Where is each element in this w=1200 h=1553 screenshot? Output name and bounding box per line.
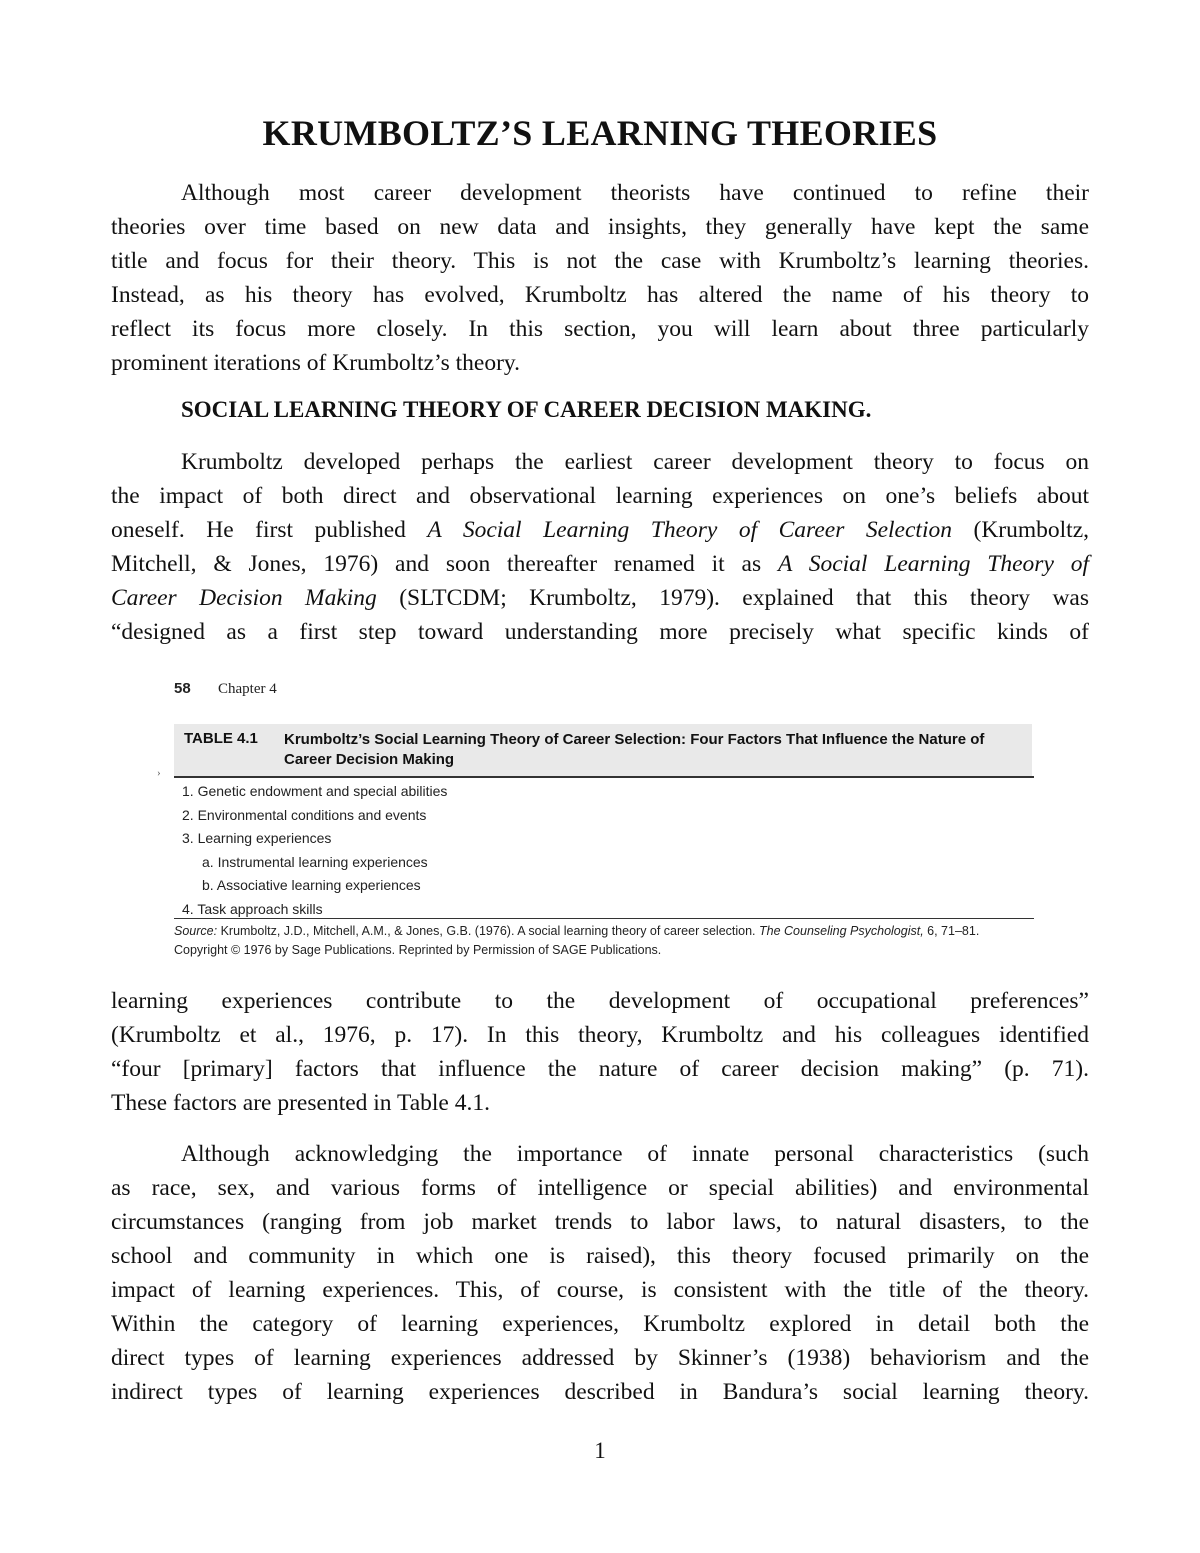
text-line: impact of learning experiences. This, of course, is consistent with the title of the theory. [111, 1277, 1089, 1303]
list-item: 4. Task approach skills [182, 900, 323, 917]
text-line: Within the category of learning experiences, Krumboltz explored in detail both the [111, 1311, 1089, 1337]
intro-paragraph [111, 176, 1089, 380]
source-rest: 6, 71–81. Copyright © 1976 by Sage Publications. Reprinted by Permission of SAGE Publications. [174, 924, 980, 957]
text-line: learning experiences contribute to the development of occupational preferences” [111, 988, 1089, 1014]
text-line: “four [primary] factors that influence the nature of career decision making” (p. 71). [111, 1056, 1089, 1082]
book-title-italic: A Social Learning Theory of Career Selection [427, 517, 952, 543]
section-heading: SOCIAL LEARNING THEORY OF CAREER DECISION MAKING. [181, 397, 872, 422]
text-line: (Krumboltz et al., 1976, p. 17). In this theory, Krumboltz and his colleagues identified [111, 1022, 1089, 1048]
text-line: These factors are presented in Table 4.1. [111, 1090, 490, 1116]
sltcdm-paragraph [111, 445, 1089, 649]
text-line: Although most career development theorists have continued to refine their [181, 180, 1089, 206]
source-label: Source: [174, 924, 218, 938]
text-line: school and community in which one is raised), this theory focused primarily on the [111, 1243, 1089, 1269]
text-line: “designed as a first step toward understanding more precisely what specific kinds of [111, 619, 1089, 645]
list-subitem: a. Instrumental learning experiences [202, 853, 428, 870]
list-item: 3. Learning experiences [182, 830, 332, 846]
book-chapter-label: Chapter 4 [218, 681, 277, 697]
embedded-table-excerpt [174, 680, 1034, 960]
margin-mark: › [157, 767, 161, 779]
text-run: (Krumboltz, [951, 517, 1090, 543]
source-journal: The Counseling Psychologist, [759, 924, 924, 938]
list-item: 1. Genetic endowment and special abilities [182, 783, 448, 799]
learning-experiences-paragraph [111, 1137, 1089, 1409]
table-rule-top [174, 776, 1034, 778]
text-run: oneself. He first published [111, 517, 428, 543]
text-line [111, 547, 1089, 581]
table-rule-bottom [174, 918, 1034, 919]
source-text: Krumboltz, J.D., Mitchell, A.M., & Jones, G.B. (1976). A social learning theory of career selection. [217, 924, 759, 938]
text-line: prominent iterations of Krumboltz’s theory. [111, 350, 520, 376]
text-run: (SLTCDM; Krumboltz, 1979). explained that this theory was [376, 585, 1089, 611]
text-line: Although acknowledging the importance of innate personal characteristics (such [181, 1141, 1089, 1167]
text-line: theories over time based on new data and insights, they generally have kept the same [111, 214, 1089, 240]
text-line: the impact of both direct and observational learning experiences on one’s beliefs about [111, 483, 1089, 509]
text-line: Krumboltz developed perhaps the earliest career development theory to focus on [181, 449, 1089, 475]
text-line: Instead, as his theory has evolved, Krumboltz has altered the name of his theory to [111, 282, 1089, 308]
factor-list [182, 780, 447, 921]
text-line: reflect its focus more closely. In this section, you will learn about three particularly [111, 316, 1089, 342]
list-item: 2. Environmental conditions and events [182, 806, 427, 823]
page-number: 1 [594, 1438, 606, 1463]
table-number: TABLE 4.1 [184, 730, 258, 747]
text-line: as race, sex, and various forms of intelligence or special abilities) and environmental [111, 1175, 1089, 1201]
table-title: Krumboltz’s Social Learning Theory of Career Selection: Four Factors That Influence the Nature of Career Decision Making [284, 731, 985, 768]
book-page-number: 58 [174, 680, 191, 697]
book-title-italic: A Social Learning Theory of [777, 551, 1090, 577]
continuation-paragraph [111, 984, 1089, 1120]
book-title-italic: Career Decision Making [111, 585, 377, 611]
text-run: Mitchell, & Jones, 1976) and soon thereafter renamed it as [111, 551, 778, 577]
table-source-note [174, 922, 1034, 960]
text-line [111, 513, 1089, 547]
document-title: KRUMBOLTZ’S LEARNING THEORIES [262, 113, 938, 153]
text-line: title and focus for their theory. This is not the case with Krumboltz’s learning theories. [111, 248, 1089, 274]
text-line: indirect types of learning experiences described in Bandura’s social learning theory. [111, 1379, 1089, 1405]
table-header [174, 724, 1032, 776]
text-line: circumstances (ranging from job market trends to labor laws, to natural disasters, to the [111, 1209, 1089, 1235]
text-line: direct types of learning experiences addressed by Skinner’s (1938) behaviorism and the [111, 1345, 1089, 1371]
list-subitem: b. Associative learning experiences [202, 877, 421, 893]
text-line [111, 581, 1089, 615]
